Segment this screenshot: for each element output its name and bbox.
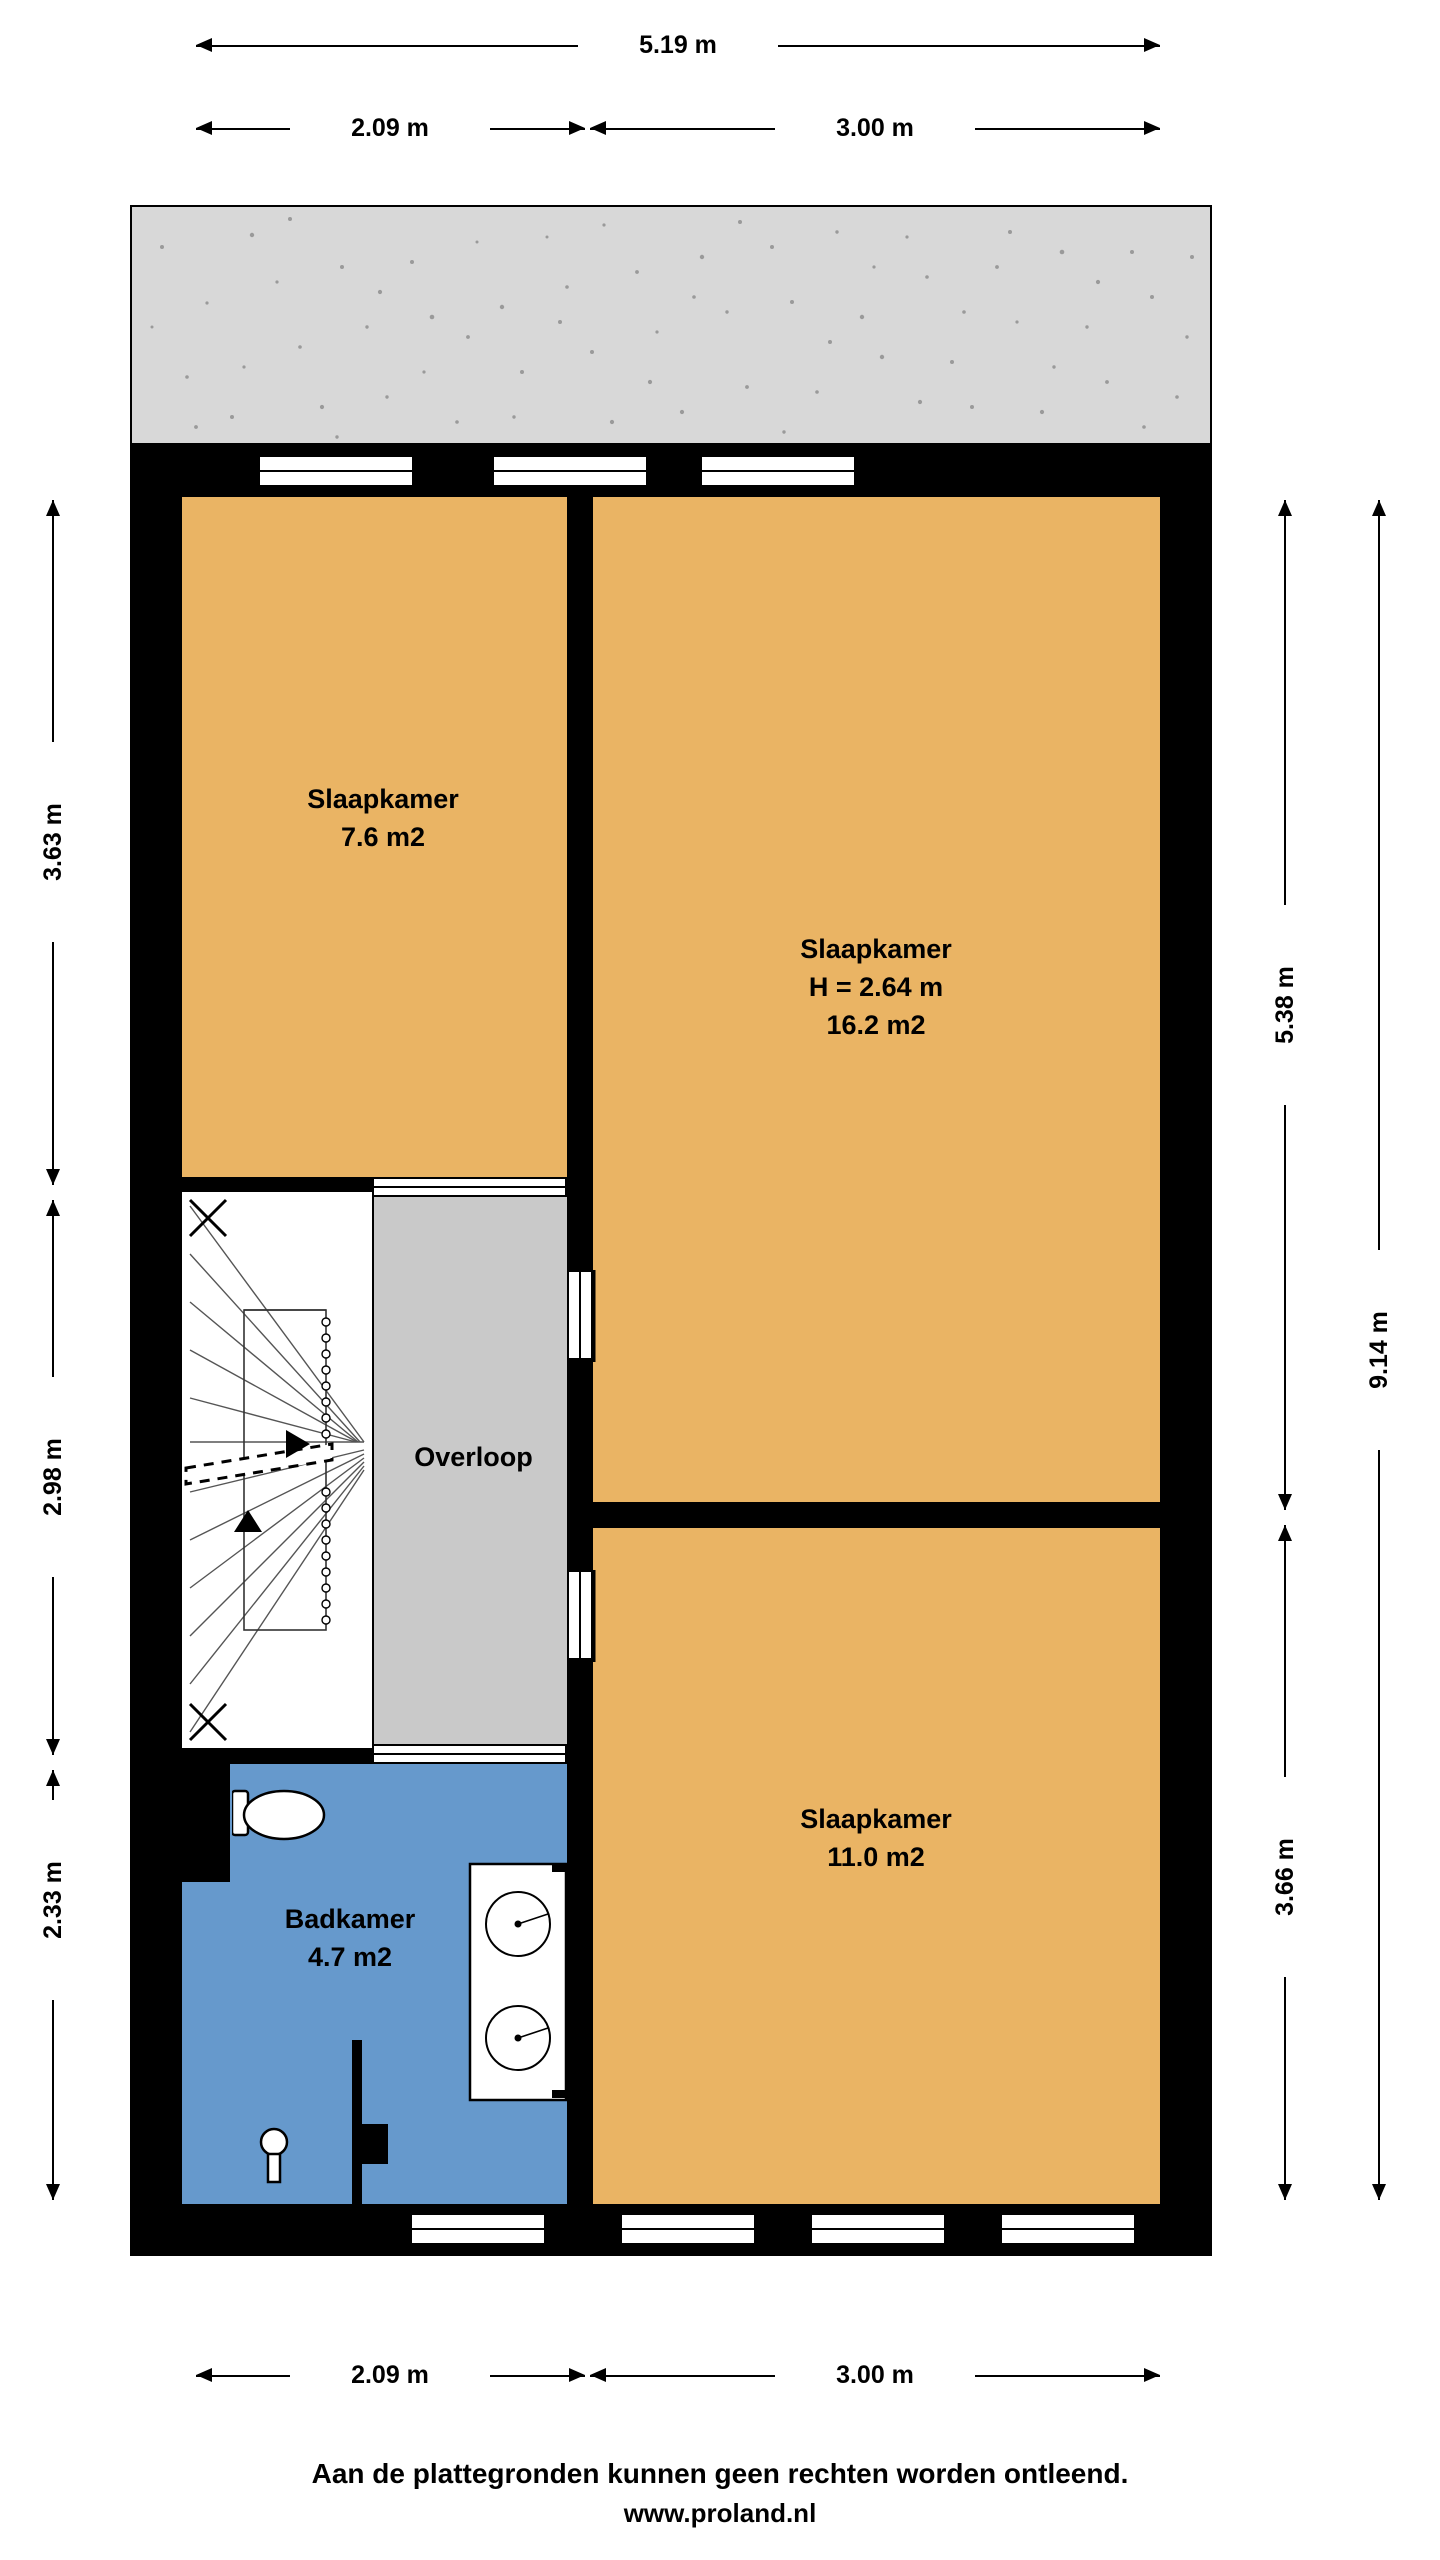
dimension-arrow: [1144, 2368, 1160, 2382]
dimension-label-right-total: 9.14 m: [1364, 1250, 1394, 1450]
dimension-label-left-1: 3.63 m: [38, 742, 68, 942]
dimension-arrow: [46, 1200, 60, 1216]
dimension-arrow: [1278, 1525, 1292, 1541]
dimension-arrow: [569, 121, 585, 135]
dimension-label-bottom-right: 3.00 m: [775, 2360, 975, 2390]
door-badkamer[interactable]: [372, 1744, 567, 1764]
label-slaapkamer-2: [592, 930, 1160, 1044]
label-slaapkamer-1-name: Slaapkamer: [307, 784, 459, 814]
wall-exterior-right: [1160, 445, 1212, 2256]
wall-interior-horizontal-right: [592, 1502, 1160, 1528]
label-overloop: [372, 1438, 575, 1476]
dimension-arrow: [1372, 2184, 1386, 2200]
window-bottom-1: [410, 2213, 546, 2245]
dimension-arrow: [46, 500, 60, 516]
label-slaapkamer-2-area: 16.2 m2: [826, 1010, 926, 1040]
dimension-arrow: [1144, 38, 1160, 52]
label-slaapkamer-2-height: H = 2.64 m: [808, 972, 944, 1002]
wall-exterior-left: [130, 445, 182, 2256]
footer-disclaimer: Aan de plattegronden kunnen geen rechten worden ontleend.: [311, 2458, 1129, 2489]
dimension-arrow: [1278, 1494, 1292, 1510]
dimension-label-right-1: 5.38 m: [1270, 905, 1300, 1105]
washbasin-icon: [468, 1862, 568, 2102]
wall-badkamer-partition-foot: [352, 2124, 388, 2164]
dimension-arrow: [590, 2368, 606, 2382]
dimension-arrow: [46, 1770, 60, 1786]
wall-badkamer-partition: [352, 2040, 362, 2204]
label-slaapkamer-1-area: 7.6 m2: [340, 822, 426, 852]
dimension-label-top-left: 2.09 m: [290, 113, 490, 143]
toilet-icon: [232, 1785, 336, 1873]
shower-tap-icon: [248, 2120, 304, 2192]
dimension-arrow: [1278, 500, 1292, 516]
wall-badkamer-stub-left: [182, 1764, 230, 1882]
door-slaapkamer-1[interactable]: [372, 1177, 567, 1197]
label-badkamer: [200, 1900, 500, 1976]
label-badkamer-area: 4.7 m2: [307, 1942, 393, 1972]
roof-area: [130, 205, 1212, 445]
dimension-arrow: [196, 121, 212, 135]
window-bottom-2: [620, 2213, 756, 2245]
dimension-arrow: [46, 1169, 60, 1185]
dimension-arrow: [1144, 121, 1160, 135]
label-overloop-name: Overloop: [414, 1442, 533, 1472]
dimension-label-left-2: 2.98 m: [38, 1377, 68, 1577]
window-top-2: [492, 455, 648, 487]
label-slaapkamer-3: [592, 1800, 1160, 1876]
staircase: [182, 1192, 372, 1748]
dimension-label-left-3: 2.33 m: [38, 1800, 68, 2000]
dimension-arrow: [46, 2184, 60, 2200]
dimension-arrow: [196, 38, 212, 52]
label-slaapkamer-3-area: 11.0 m2: [827, 1842, 925, 1872]
dimension-label-top-right: 3.00 m: [775, 113, 975, 143]
label-slaapkamer-1: [183, 780, 583, 856]
label-slaapkamer-2-name: Slaapkamer: [800, 934, 952, 964]
dimension-arrow: [569, 2368, 585, 2382]
window-bottom-4: [1000, 2213, 1136, 2245]
window-bottom-3: [810, 2213, 946, 2245]
dimension-arrow: [1278, 2184, 1292, 2200]
dimension-arrow: [196, 2368, 212, 2382]
window-top-3: [700, 455, 856, 487]
dimension-label-bottom-left: 2.09 m: [290, 2360, 490, 2390]
dimension-arrow: [46, 1739, 60, 1755]
window-top-1: [258, 455, 414, 487]
label-badkamer-name: Badkamer: [284, 1904, 416, 1934]
dimension-label-top-total: 5.19 m: [578, 30, 778, 60]
roof-texture: [132, 207, 1210, 443]
dimension-arrow: [1372, 500, 1386, 516]
label-slaapkamer-3-name: Slaapkamer: [800, 1804, 952, 1834]
dimension-label-right-2: 3.66 m: [1270, 1777, 1300, 1977]
dimension-arrow: [590, 121, 606, 135]
footer-website[interactable]: www.proland.nl: [623, 2498, 817, 2528]
